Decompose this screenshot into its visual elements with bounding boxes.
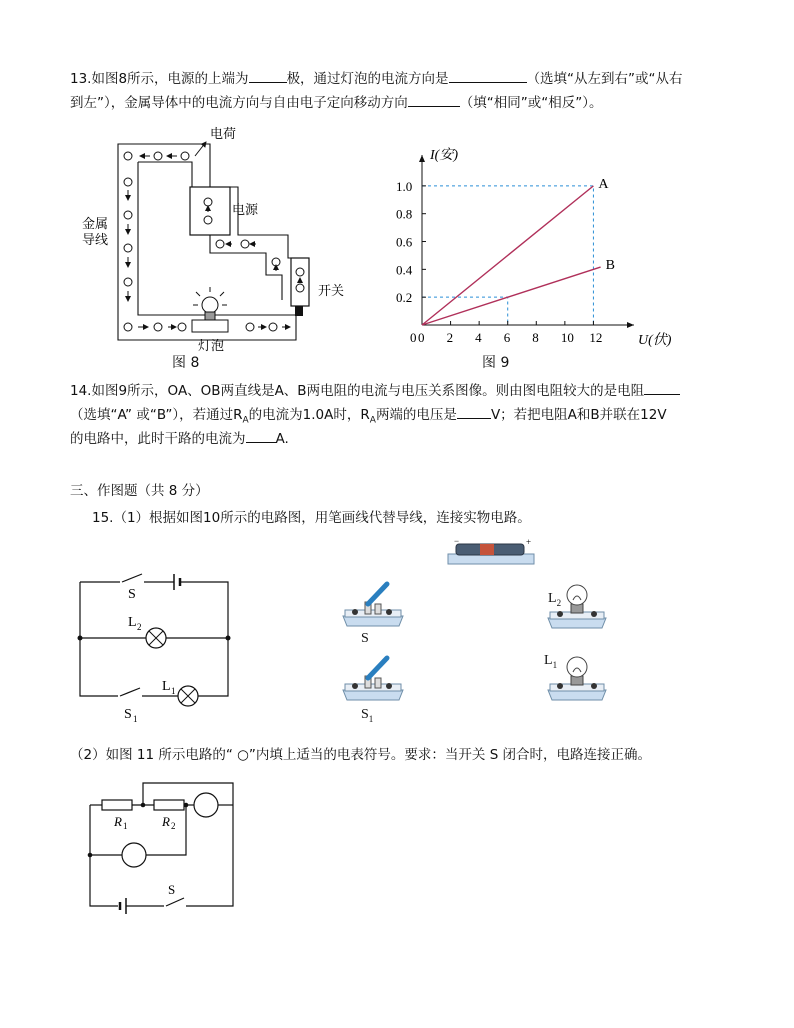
label-charge: 电荷 <box>210 126 237 141</box>
q15-part2: （2）如图 11 所示电路的“ ○”内填上适当的电表符号。要求：当开关 S 闭合时，电路连接正确。 <box>70 747 652 763</box>
switch-S-component <box>343 580 403 630</box>
label-R2: R <box>162 814 170 829</box>
x-tick-label-0: 0 <box>418 330 425 345</box>
resistor-R1 <box>102 800 132 810</box>
power-source-box <box>190 187 230 235</box>
series-label-A: A <box>598 176 609 192</box>
fig10-label-L1: L <box>162 679 171 694</box>
figure-8 <box>70 120 370 360</box>
q14-text-a: 14.如图9所示，OA、OB两直线是A、B两电阻的电流与电压关系图像。则由图电阻较大的是电阻 <box>70 383 645 399</box>
q13-text-a: 13.如图8所示，电源的上端为 <box>70 71 249 87</box>
x-tick-label-8: 8 <box>532 330 539 345</box>
label-R1: R <box>114 814 122 829</box>
label-wire-2: 导线 <box>82 232 109 247</box>
q15-part1: 15.（1）根据如图10所示的电路图，用笔画线代替导线，连接实物电路。 <box>92 510 531 526</box>
q14-blank-2[interactable] <box>457 404 491 419</box>
section-3-heading: 三、作图题（共 8 分） <box>70 483 209 499</box>
component-S1-text: S <box>361 707 369 722</box>
battery-component <box>448 538 534 568</box>
q13-line2 <box>70 92 602 114</box>
q14-line1 <box>70 380 680 402</box>
q14-line3 <box>70 428 289 450</box>
label-S: S <box>168 882 176 897</box>
q14-text-f: 的电路中，此时干路的电流为 <box>70 431 246 447</box>
x-tick-label-12: 12 <box>589 330 603 345</box>
x-axis-arrow <box>627 322 634 328</box>
fig9-caption: 图 9 <box>482 355 510 371</box>
q14-text-d: 两端的电压是 <box>375 407 457 423</box>
component-L2-sub: 2 <box>556 597 562 608</box>
switch-knob <box>295 306 303 316</box>
bulb-icon <box>192 287 228 332</box>
battery-plus: + <box>526 537 532 547</box>
label-switch: 开关 <box>318 283 345 298</box>
fig10-label-L2: L <box>128 615 137 630</box>
figure-10-circuit <box>70 570 250 724</box>
figure-11-circuit <box>80 780 250 920</box>
component-S-label: S <box>361 631 369 646</box>
q13-text-b: 极，通过灯泡的电流方向是 <box>286 71 449 87</box>
battery-minus: − <box>454 536 460 546</box>
y-tick-label-2: 0.6 <box>396 234 413 250</box>
y-axis-arrow <box>419 155 425 162</box>
q13-line1 <box>70 68 683 90</box>
x-axis-label: U(伏) <box>638 333 672 348</box>
component-L2-text: L <box>548 591 557 606</box>
label-R2-sub: 2 <box>171 821 176 831</box>
q14-sub-b: A <box>369 415 376 426</box>
label-source: 电源 <box>232 202 259 217</box>
figure-9-chart <box>385 148 672 355</box>
meter-circle-1[interactable] <box>194 793 218 817</box>
y-tick-label-1: 0.4 <box>396 262 413 278</box>
lamp-L1-symbol <box>178 686 198 706</box>
component-L2-label <box>548 588 561 614</box>
label-wire-1: 金属 <box>82 216 109 231</box>
q14-text-e: V；若把电阻A和B并联在12V <box>490 407 667 423</box>
resistor-R2 <box>154 800 184 810</box>
switch-S1-component <box>343 654 403 704</box>
q14-blank-3[interactable] <box>246 428 276 443</box>
fig10-label-S: S <box>128 587 136 602</box>
q13-text-c: （选填“从左到右”或“从右 <box>526 71 683 87</box>
component-S1-sub: 1 <box>368 713 374 724</box>
q13-blank-3[interactable] <box>408 92 460 107</box>
origin-label: 0 <box>410 330 417 345</box>
series-line-B <box>422 267 601 325</box>
lamp-L2-symbol <box>146 628 166 648</box>
component-S1-label <box>361 704 373 730</box>
q13-text-e: （填“相同”或“相反”）。 <box>459 95 603 111</box>
x-tick-label-4: 4 <box>475 330 482 345</box>
y-tick-label-0: 0.2 <box>396 290 413 306</box>
x-tick-label-10: 10 <box>560 330 574 345</box>
q14-text-b: （选填“A” 或“B”），若通过R <box>70 407 243 423</box>
fig10-label-S1: S <box>124 707 132 722</box>
q13-blank-1[interactable] <box>249 68 287 83</box>
q13-blank-2[interactable] <box>449 68 527 83</box>
fig8-caption: 图 8 <box>172 355 200 371</box>
q14-blank-1[interactable] <box>644 380 680 395</box>
q14-sub-a: A <box>242 415 249 426</box>
series-label-B: B <box>605 258 615 274</box>
label-R1-sub: 1 <box>123 821 128 831</box>
y-tick-label-3: 0.8 <box>396 206 413 222</box>
label-bulb: 灯泡 <box>198 338 225 353</box>
x-tick-label-6: 6 <box>503 330 511 345</box>
component-L1-text: L <box>544 653 553 668</box>
x-tick-label-2: 2 <box>446 330 454 345</box>
meter-circle-2[interactable] <box>122 843 146 867</box>
y-tick-label-4: 1.0 <box>396 178 413 194</box>
q14-text-g: A. <box>275 431 289 447</box>
fig10-label-L2-sub: 2 <box>137 622 142 632</box>
q14-text-c: 的电流为1.0A时，R <box>248 407 370 423</box>
component-L1-sub: 1 <box>552 659 558 670</box>
y-axis-label: I(安) <box>430 148 458 163</box>
component-L1-label <box>544 650 557 676</box>
q13-text-d: 到左”），金属导体中的电流方向与自由电子定向移动方向 <box>70 95 408 111</box>
fig10-label-S1-sub: 1 <box>133 714 138 724</box>
fig10-label-L1-sub: 1 <box>171 686 176 696</box>
